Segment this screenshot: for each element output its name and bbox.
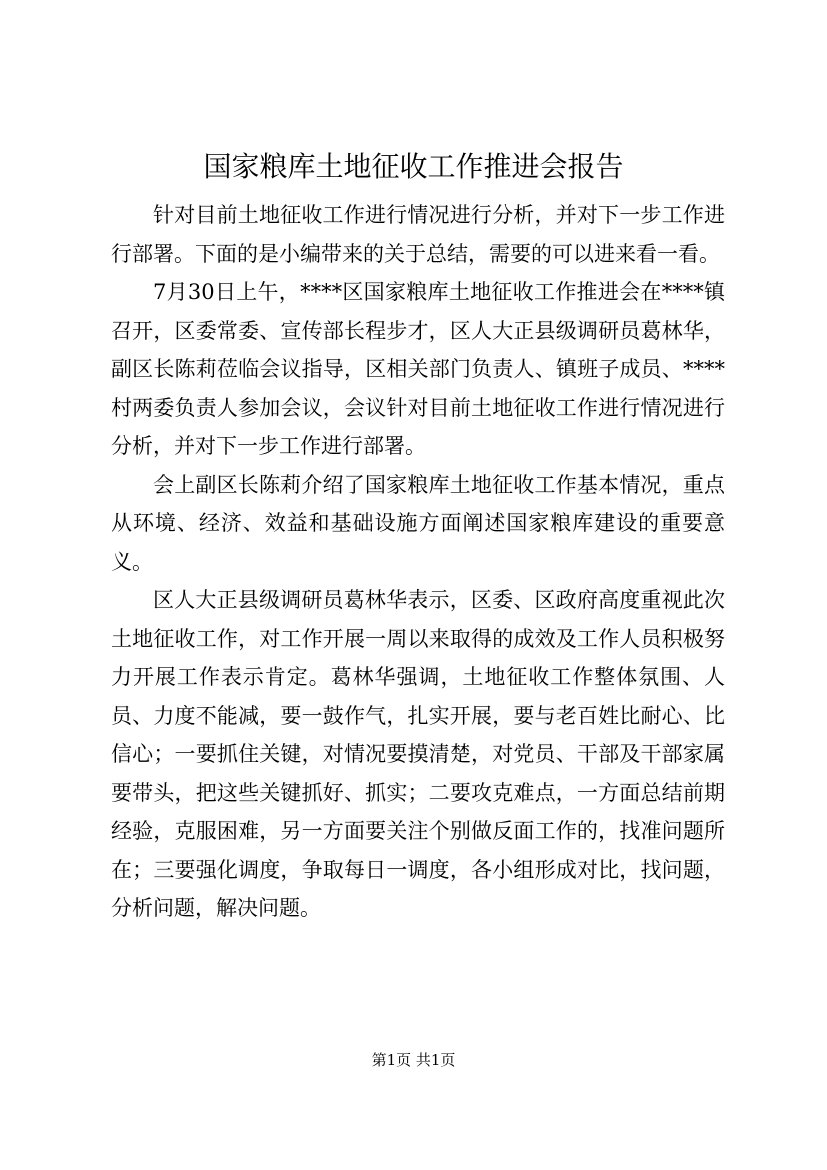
page-footer: 第1页 共1页 [371,1051,456,1069]
paragraph-intro: 针对目前土地征收工作进行情况进行分析，并对下一步工作进行部署。下面的是小编带来的关于总结，需要的可以进来看一看。 [111,203,725,266]
page-title: 国家粮库土地征收工作推进会报告 [203,150,624,183]
paragraph-speech: 区人大正县级调研员葛林华表示，区委、区政府高度重视此次土地征收工作，对工作开展一周以来取得的成效及工作人员积极努力开展工作表示肯定。葛林华强调，土地征收工作整体氛围、人员、力度不能减，要一鼓作气，扎实开展，要与老百姓比耐心、比信心；一要抓住关键，对情况要摸清楚，对党员、干部及干部家属要带头，把这些关键抓好、抓实；二要攻克难点，一方面总结前期经验，克服困难，另一方面要关注个别做反面工作的，找准问题所在；三要强化调度，争取每日一调度，各小组形成对比，找问题，分析问题，解决问题。 [111,588,725,920]
paragraph-meeting: 7月30日上午，****区国家粮库土地征收工作推进会在****镇召开，区委常委、宣传部长程步才，区人大正县级调研员葛林华，副区长陈莉莅临会议指导，区相关部门负责人、镇班子成员、****村两委负责人参加会议，会议针对目前土地征收工作进行情况进行分析，并对下一步工作进行部署。 [111,280,725,458]
document-body [111,196,725,928]
paragraph-introduction: 会上副区长陈莉介绍了国家粮库土地征收工作基本情况，重点从环境、经济、效益和基础设施方面阐述国家粮库建设的重要意义。 [111,472,725,574]
